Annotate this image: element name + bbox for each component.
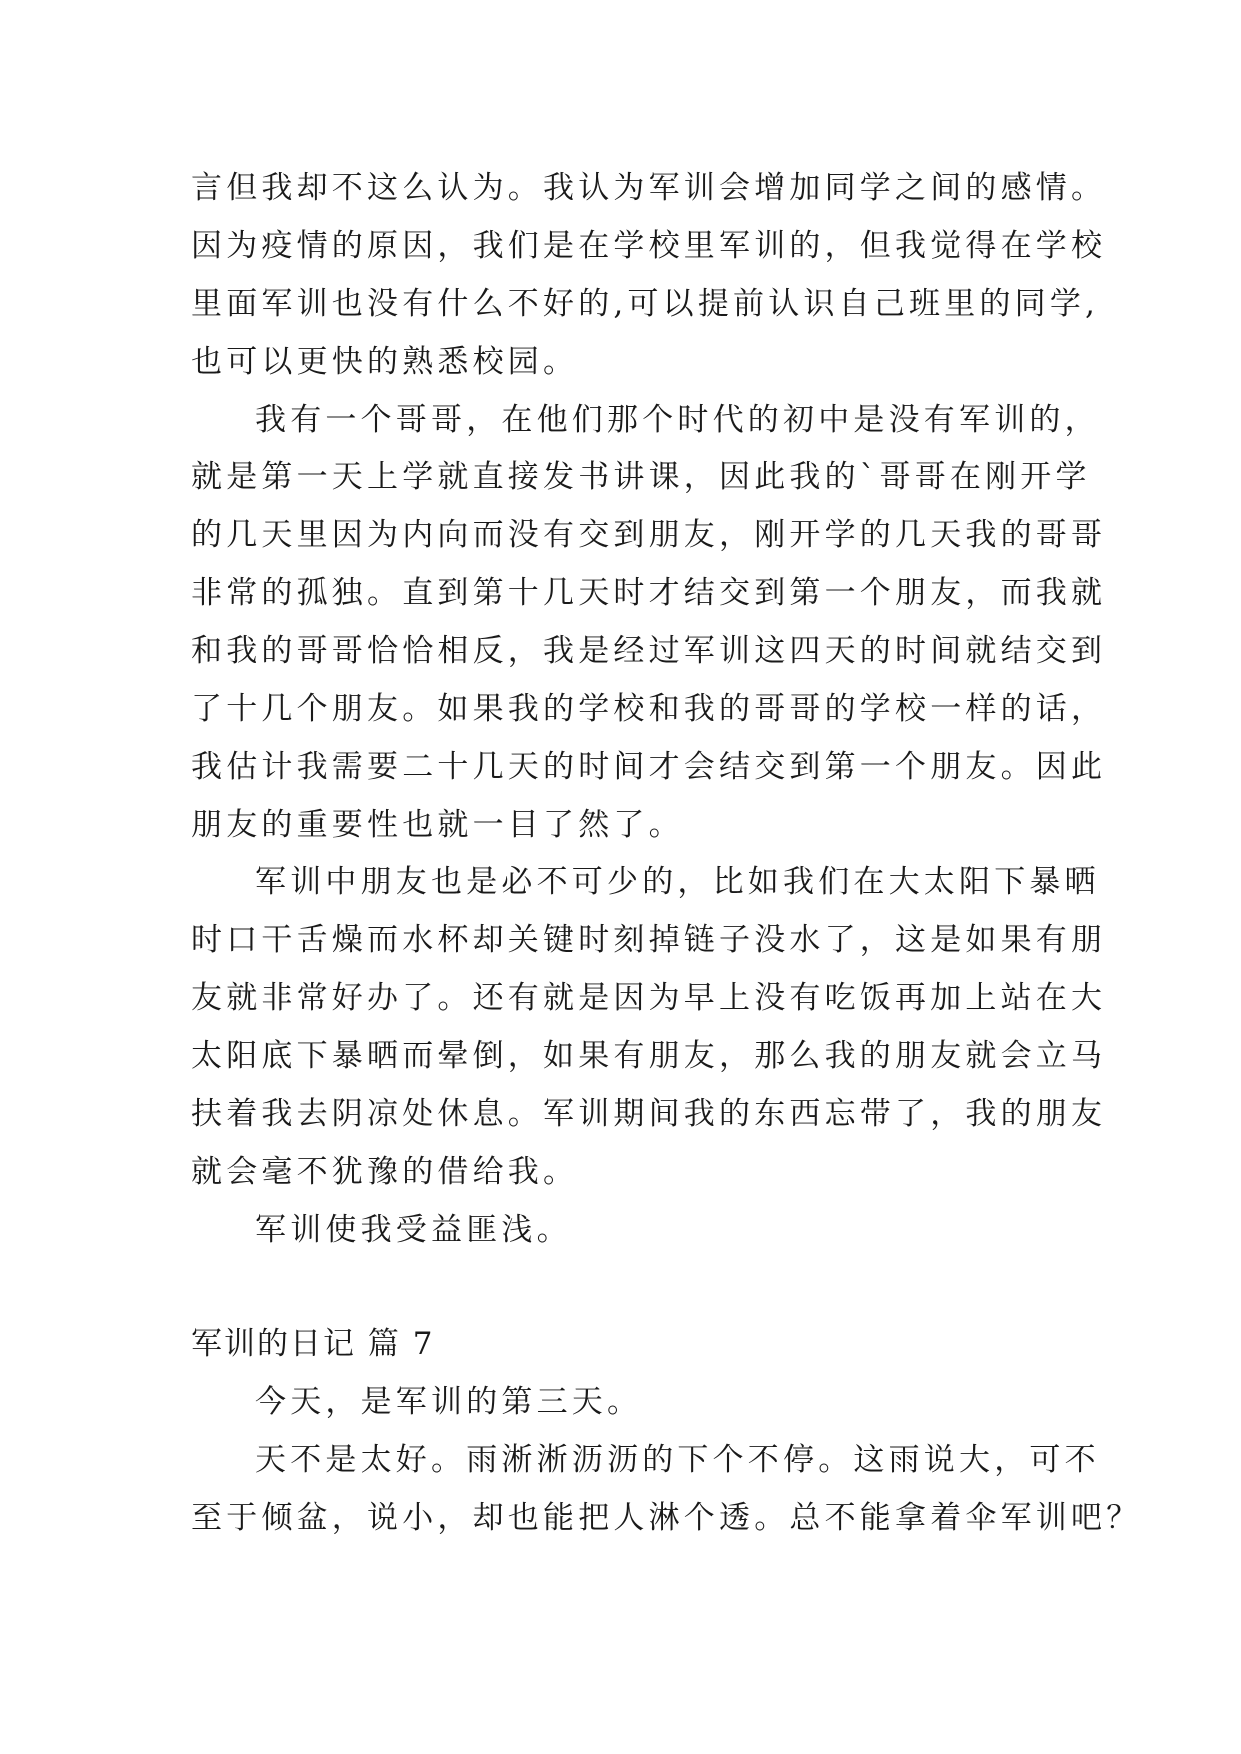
text-line: 朋友的重要性也就一目了然了。: [191, 807, 684, 843]
text-line: 的几天里因为内向而没有交到朋友，刚开学的几天我的哥哥: [191, 517, 1107, 553]
text-line: 天不是太好。雨淅淅沥沥的下个不停。这雨说大，可不: [255, 1442, 1100, 1478]
text-line: 非常的孤独。直到第十几天时才结交到第一个朋友，而我就: [191, 575, 1107, 611]
text-line: 今天，是军训的第三天。: [255, 1384, 643, 1420]
text-line: 里面军训也没有什么不好的,可以提前认识自己班里的同学,: [191, 286, 1100, 322]
text-line: 就会毫不犹豫的借给我。: [191, 1154, 579, 1190]
text-line: 军训中朋友也是必不可少的，比如我们在大太阳下暴晒: [255, 864, 1100, 900]
text-line: 了十几个朋友。如果我的学校和我的哥哥的学校一样的话，: [191, 691, 1107, 727]
text-line: 我有一个哥哥，在他们那个时代的初中是没有军训的，: [255, 402, 1100, 438]
text-line: 言但我却不这么认为。我认为军训会增加同学之间的感情。: [191, 170, 1107, 206]
text-line: 和我的哥哥恰恰相反，我是经过军训这四天的时间就结交到: [191, 633, 1107, 669]
text-line: 友就非常好办了。还有就是因为早上没有吃饭再加上站在大: [191, 980, 1107, 1016]
text-line: 也可以更快的熟悉校园。: [191, 344, 579, 380]
text-line: 至于倾盆，说小，却也能把人淋个透。总不能拿着伞军训吧？: [191, 1500, 1142, 1536]
text-line: 军训使我受益匪浅。: [255, 1212, 572, 1248]
text-line: 就是第一天上学就直接发书讲课，因此我的`哥哥在刚开学: [191, 459, 1091, 495]
text-line: 时口干舌燥而水杯却关键时刻掉链子没水了，这是如果有朋: [191, 922, 1107, 958]
text-line: 太阳底下暴晒而晕倒，如果有朋友，那么我的朋友就会立马: [191, 1038, 1107, 1074]
text-line: 因为疫情的原因，我们是在学校里军训的，但我觉得在学校: [191, 228, 1107, 264]
text-line: 我估计我需要二十几天的时间才会结交到第一个朋友。因此: [191, 749, 1107, 785]
text-line: 扶着我去阴凉处休息。军训期间我的东西忘带了，我的朋友: [191, 1096, 1107, 1132]
section-heading: 军训的日记 篇 7: [191, 1326, 435, 1362]
